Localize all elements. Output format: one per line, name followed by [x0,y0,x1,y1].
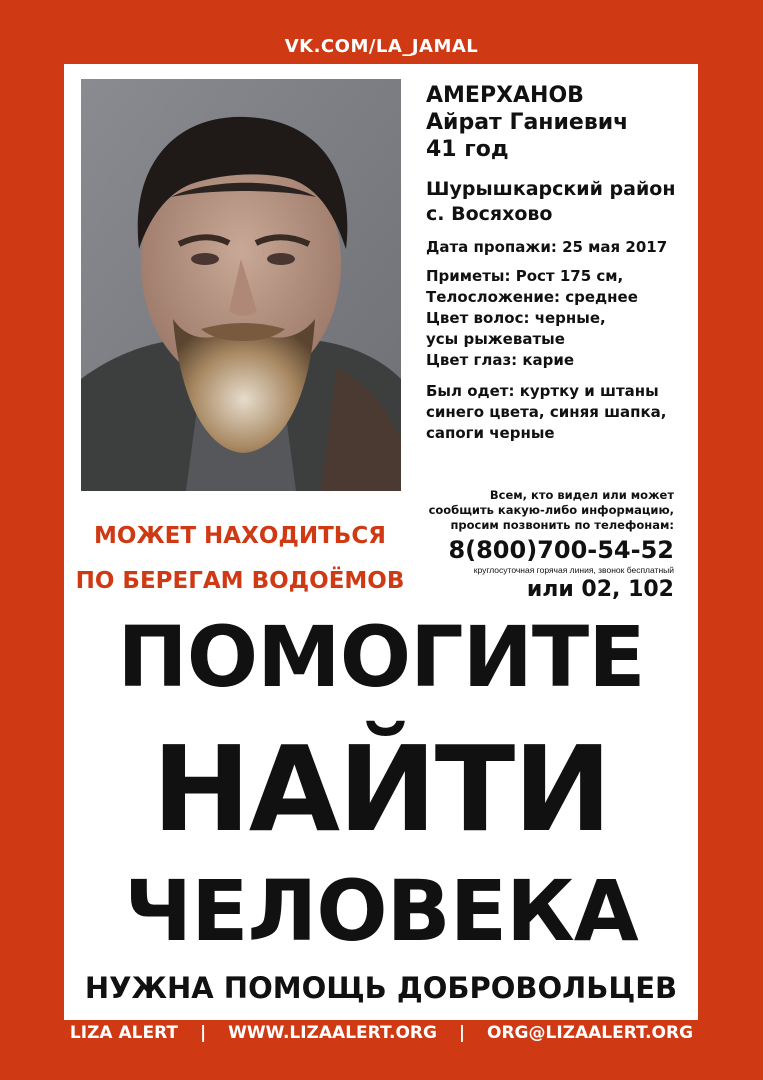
contact-block [426,488,674,603]
footer-separator: | [199,1023,207,1043]
contact-note-line: Всем, кто видел или может [489,488,674,502]
feature-line: Цвет волос: черные, [426,309,606,327]
headline-person: ЧЕЛОВЕКА [124,862,638,960]
location-warning [70,514,410,604]
footer-site-link[interactable]: WWW.LIZAALERT.ORG [228,1023,437,1043]
warning-line: МОЖЕТ НАХОДИТЬСЯ [94,523,386,549]
feature-line: усы рыжеватые [426,330,565,348]
warning-line: ПО БЕРЕГАМ ВОДОЁМОВ [75,568,405,594]
given-names: Айрат Ганиевич [426,110,629,135]
feature-line: Телосложение: среднее [426,288,638,306]
poster-panel [64,64,698,1020]
feature-line: Приметы: Рост 175 см, [426,267,624,285]
district: Шурышкарский район [426,178,676,200]
footer-separator: | [458,1023,466,1043]
vk-link[interactable]: VK.COM/LA_JAMAL [284,36,479,57]
surname: АМЕРХАНОВ [426,83,584,108]
footer-org: LIZA ALERT [69,1023,179,1043]
hotline-note: круглосуточная горячая линия, звонок бесплатный [473,565,674,575]
volunteers-needed: НУЖНА ПОМОЩЬ ДОБРОВОЛЬЦЕВ [84,971,678,1005]
age: 41 год [426,137,509,162]
contact-note-line: просим позвонить по телефонам: [450,518,674,532]
feature-line: Цвет глаз: карие [426,351,575,369]
missing-date: Дата пропажи: 25 мая 2017 [426,238,668,256]
clothing-line: Был одет: куртку и штаны [426,382,659,400]
hotline-phone[interactable]: 8(800)700-54-52 [448,536,674,564]
headline-help: ПОМОГИТЕ [117,608,645,706]
person-photo [81,79,401,491]
person-info [426,82,696,444]
clothing-line: сапоги черные [426,424,555,442]
contact-note-line: сообщить какую-либо информацию, [428,503,674,517]
headline-find: НАЙТИ [151,720,611,858]
village: с. Восяхово [426,203,553,225]
footer-bar [0,1022,763,1044]
person-photo-image [81,79,401,491]
footer-email-link[interactable]: ORG@LIZAALERT.ORG [487,1023,694,1043]
clothing-line: синего цвета, синяя шапка, [426,403,667,421]
alt-phones: или 02, 102 [526,577,674,602]
